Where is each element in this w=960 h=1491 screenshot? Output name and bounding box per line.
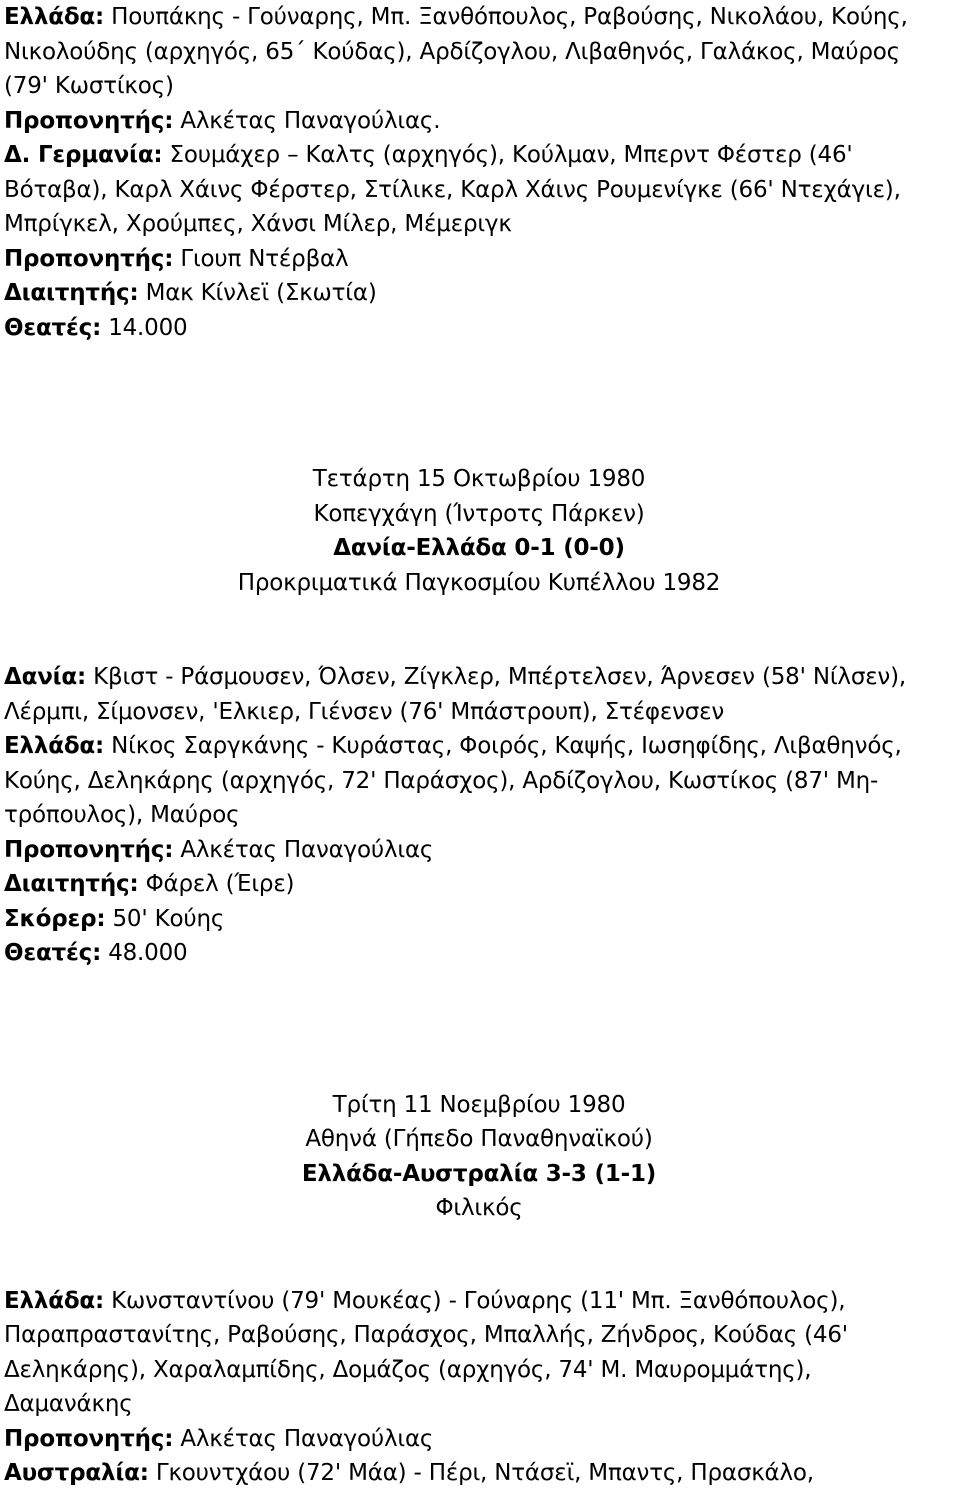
match-3-section xyxy=(4,1088,954,1491)
team-label: Ελλάδα: xyxy=(4,1287,105,1314)
coach-line xyxy=(4,104,954,139)
attendance-line xyxy=(4,936,954,971)
match-competition: Προκριματικά Παγκοσμίου Κυπέλλου 1982 xyxy=(237,569,721,596)
scorer-label: Σκόρερ: xyxy=(4,905,106,932)
greece-lineup-line: Νικολούδης (αρχηγός, 65΄ Κούδας), Αρδίζογλου, Λιβαθηνός, Γαλάκος, Μαύρος xyxy=(4,38,900,65)
australia-lineup-line xyxy=(4,1456,954,1491)
coach-line xyxy=(4,1422,954,1457)
team-label: Αυστραλία: xyxy=(4,1460,149,1486)
greece-lineup-line xyxy=(4,0,954,35)
lineup-text: Κβιστ - Ράσμουσεν, Όλσεν, Ζίγκλερ, Μπέρτελσεν, Άρνεσεν (58' Νίλσεν), xyxy=(86,664,906,690)
team-label: Ελλάδα: xyxy=(4,4,105,30)
match-venue: Κοπεγχάγη (Ίντροτς Πάρκεν) xyxy=(313,500,645,527)
document-page xyxy=(4,0,954,1491)
greece-lineup-line: Δαμανάκης xyxy=(4,1391,133,1417)
lineup-text: Νίκος Σαργκάνης - Κυράστας, Φοιρός, Καψής, Ιωσηφίδης, Λιβαθηνός, xyxy=(104,733,902,759)
coach-value: Αλκέτας Παναγούλιας. xyxy=(173,107,441,134)
coach-value: Αλκέτας Παναγούλιας xyxy=(173,1425,434,1452)
team-label: Δανία: xyxy=(4,664,87,690)
referee-line xyxy=(4,276,954,311)
attendance-value: 14.000 xyxy=(101,314,188,341)
coach-label: Προπονητής: xyxy=(4,245,174,272)
referee-value: Φάρελ (Έιρε) xyxy=(138,871,295,897)
germany-lineup-line xyxy=(4,138,954,173)
coach-label: Προπονητής: xyxy=(4,107,174,134)
team-label: Δ. Γερμανία: xyxy=(4,142,163,168)
lineup-text: Πουπάκης - Γούναρης, Μπ. Ξανθόπουλος, Ραβούσης, Νικολάου, Κούης, xyxy=(104,4,908,30)
greece-lineup-line: Παραπραστανίτης, Ραβούσης, Παράσχος, Μπαλλής, Ζήνδρος, Κούδας (46' xyxy=(4,1322,848,1348)
referee-label: Διαιτητής: xyxy=(4,280,139,306)
germany-lineup-line: Βόταβα), Καρλ Χάινς Φέρστερ, Στίλικε, Καρλ Χάινς Ρουμενίγκε (66' Ντεχάγιε), xyxy=(4,176,901,203)
coach-label: Προπονητής: xyxy=(4,1425,174,1452)
match-venue: Αθηνά (Γήπεδο Παναθηναϊκού) xyxy=(305,1126,653,1152)
greece-lineup-line xyxy=(4,1284,954,1319)
greece-lineup-line xyxy=(4,729,954,764)
referee-label: Διαιτητής: xyxy=(4,871,139,897)
attendance-label: Θεατές: xyxy=(4,940,102,966)
coach-label: Προπονητής: xyxy=(4,836,174,863)
greece-lineup-line: τρόπουλος), Μαύρος xyxy=(4,802,240,828)
lineup-text: Σουμάχερ – Καλτς (αρχηγός), Κούλμαν, Μπερντ Φέστερ (46' xyxy=(162,142,853,168)
attendance-line xyxy=(4,311,954,346)
team-label: Ελλάδα: xyxy=(4,733,105,759)
referee-line xyxy=(4,867,954,902)
attendance-label: Θεατές: xyxy=(4,314,102,341)
match-result: Ελλάδα-Αυστραλία 3-3 (1-1) xyxy=(301,1160,657,1187)
match-2-section xyxy=(4,462,954,971)
coach-line xyxy=(4,833,954,868)
germany-lineup-line: Μπρίγκελ, Χρούμπες, Χάνσι Μίλερ, Μέμεριγκ xyxy=(4,211,512,237)
match-1-section xyxy=(4,0,954,345)
greece-lineup-line: Δεληκάρης), Χαραλαμπίδης, Δομάζος (αρχηγός, 74' Μ. Μαυρομμάτης), xyxy=(4,1356,812,1383)
lineup-text: Κωνσταντίνου (79' Μουκέας) - Γούναρης (11' Μπ. Ξανθόπουλος), xyxy=(104,1287,846,1314)
scorer-line xyxy=(4,902,954,937)
coach-line xyxy=(4,242,954,277)
match-date: Τετάρτη 15 Οκτωβρίου 1980 xyxy=(312,466,646,492)
scorer-value: 50' Κούης xyxy=(105,905,225,932)
coach-value: Γιουπ Ντέρβαλ xyxy=(173,245,349,272)
denmark-lineup-line xyxy=(4,660,954,695)
match-result: Δανία-Ελλάδα 0-1 (0-0) xyxy=(333,535,625,561)
attendance-value: 48.000 xyxy=(101,940,188,966)
denmark-lineup-line: Λέρμπι, Σίμονσεν, 'Ελκιερ, Γιένσεν (76' Μπάστρουπ), Στέφενσεν xyxy=(4,698,724,725)
match-competition: Φιλικός xyxy=(435,1195,523,1221)
greece-lineup-line: (79' Κωστίκος) xyxy=(4,73,174,99)
referee-value: Μακ Κίνλεϊ (Σκωτία) xyxy=(138,280,377,306)
match-date: Τρίτη 11 Νοεμβρίου 1980 xyxy=(332,1091,626,1118)
lineup-text: Γκουντχάου (72' Μάα) - Πέρι, Ντάσεϊ, Μπαντς, Πρασκάλο, xyxy=(148,1460,814,1486)
greece-lineup-line: Κούης, Δεληκάρης (αρχηγός, 72' Παράσχος), Αρδίζογλου, Κωστίκος (87' Μη- xyxy=(4,767,879,794)
coach-value: Αλκέτας Παναγούλιας xyxy=(173,836,434,863)
